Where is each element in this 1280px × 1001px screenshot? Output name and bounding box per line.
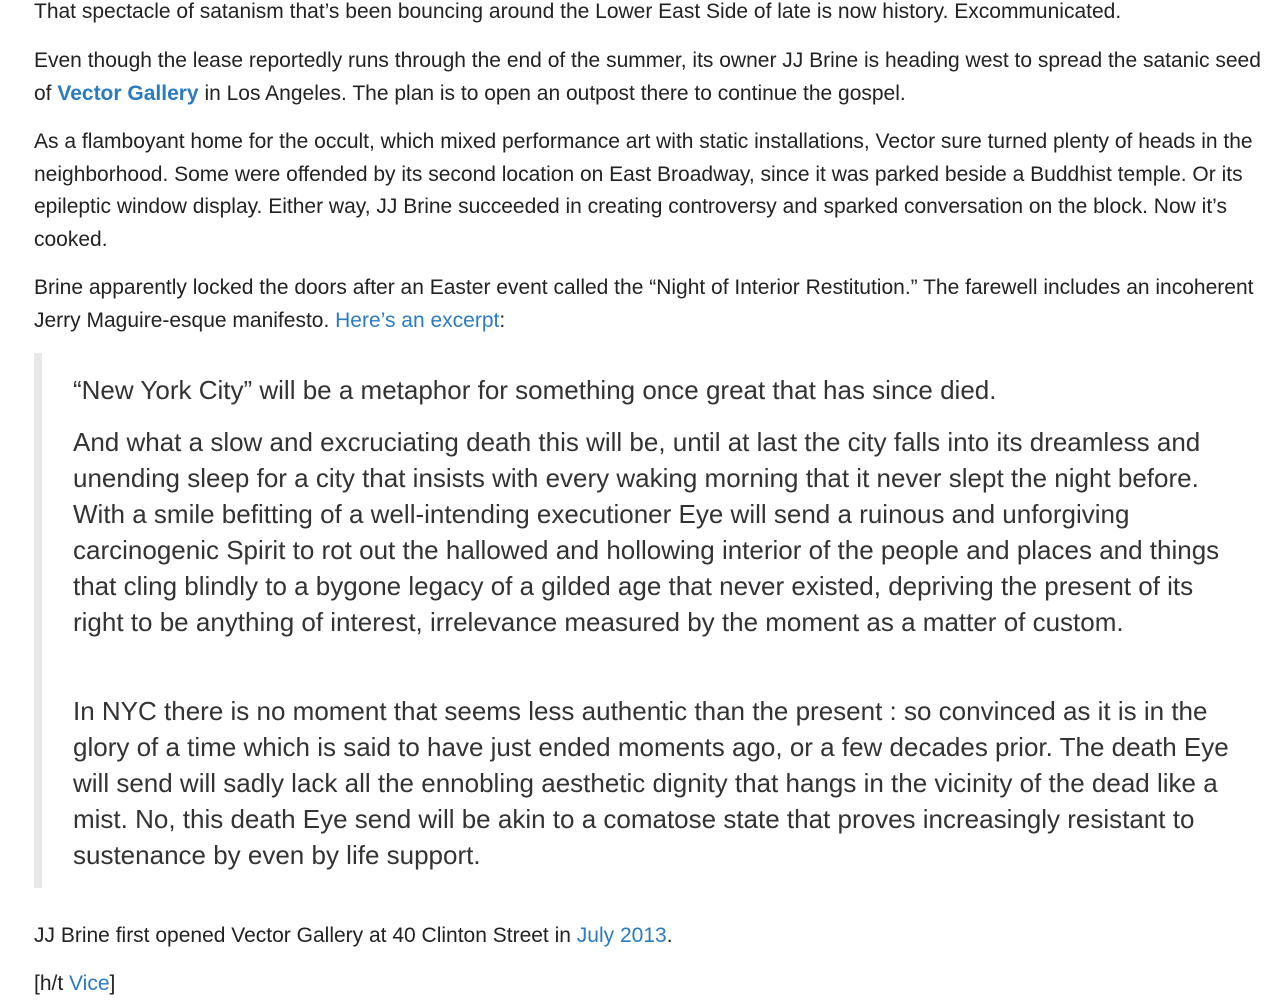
paragraph-opened-text-b: .	[666, 924, 673, 947]
paragraph-lease	[34, 45, 1264, 110]
quote-paragraph-1: “New York City” will be a metaphor for something once great that has since died.	[73, 375, 997, 405]
hat-tip-text-a: [h/t	[34, 972, 70, 995]
paragraph-intro	[34, 0, 1264, 29]
july-2013-link[interactable]: July 2013	[576, 924, 667, 947]
hat-tip-text-b: ]	[109, 972, 116, 995]
paragraph-opened	[34, 920, 1264, 953]
paragraph-farewell-text-b: :	[499, 308, 506, 332]
vice-link[interactable]: Vice	[69, 972, 110, 995]
excerpt-link[interactable]: Here’s an excerpt	[335, 308, 500, 332]
manifesto-blockquote	[34, 353, 1234, 888]
paragraph-opened-text-a: JJ Brine first opened Vector Gallery at 40 Clinton Street in	[34, 924, 577, 947]
paragraph-occult-text: As a flamboyant home for the occult, which mixed performance art with static installations, Vector sure turned plenty of heads in the neighborhood. Some were offended by its second location on East Broadway, since it was parked beside a Buddhist temple. Or its epileptic window display. Either way, JJ Brine succeeded in creating controversy and sparked conversation on the block. Now it’s cooked.	[34, 130, 1253, 251]
paragraph-farewell-text-a: Brine apparently locked the doors after an Easter event called the “Night of Interior Restitution.” The farewell includes an incoherent Jerry Maguire-esque manifesto.	[34, 276, 1254, 332]
paragraph-lease-text-a: Even though the lease reportedly runs through the end of the summer, its owner JJ Brine is heading west to spread the satanic seed of	[34, 49, 1261, 105]
paragraph-lease-text-b: in Los Angeles. The plan is to open an outpost there to continue the gospel.	[198, 81, 906, 105]
paragraph-hat-tip	[34, 968, 1264, 1001]
quote-paragraph-3: In NYC there is no moment that seems less authentic than the present : so convinced as it is in the glory of a time which is said to have just ended moments ago, or a few decades prior. The death Eye will send will sadly lack all the ennobling aesthetic dignity that hangs in the vicinity of the dead like a mist. No, this death Eye send will be akin to a comatose state that proves increasingly resistant to sustenance by even by life support.	[73, 696, 1229, 870]
paragraph-farewell	[34, 272, 1264, 337]
quote-paragraph-2: And what a slow and excruciating death this will be, until at last the city falls into its dreamless and unending sleep for a city that insists with every waking morning that it never slept the night before. With a smile befitting of a well-intending executioner Eye will send a ruinous and unforgiving carcinogenic Spirit to rot out the hallowed and hollowing interior of the people and places and things that cling blindly to a bygone legacy of a gilded age that never existed, depriving the present of its right to be anything of interest, irrelevance measured by the moment as a matter of custom.	[73, 427, 1220, 637]
paragraph-intro-text: That spectacle of satanism that’s been bouncing around the Lower East Side of late is now history. Excommunicated.	[34, 0, 1122, 23]
vector-gallery-link[interactable]: Vector Gallery	[57, 81, 199, 105]
paragraph-occult	[34, 126, 1264, 256]
